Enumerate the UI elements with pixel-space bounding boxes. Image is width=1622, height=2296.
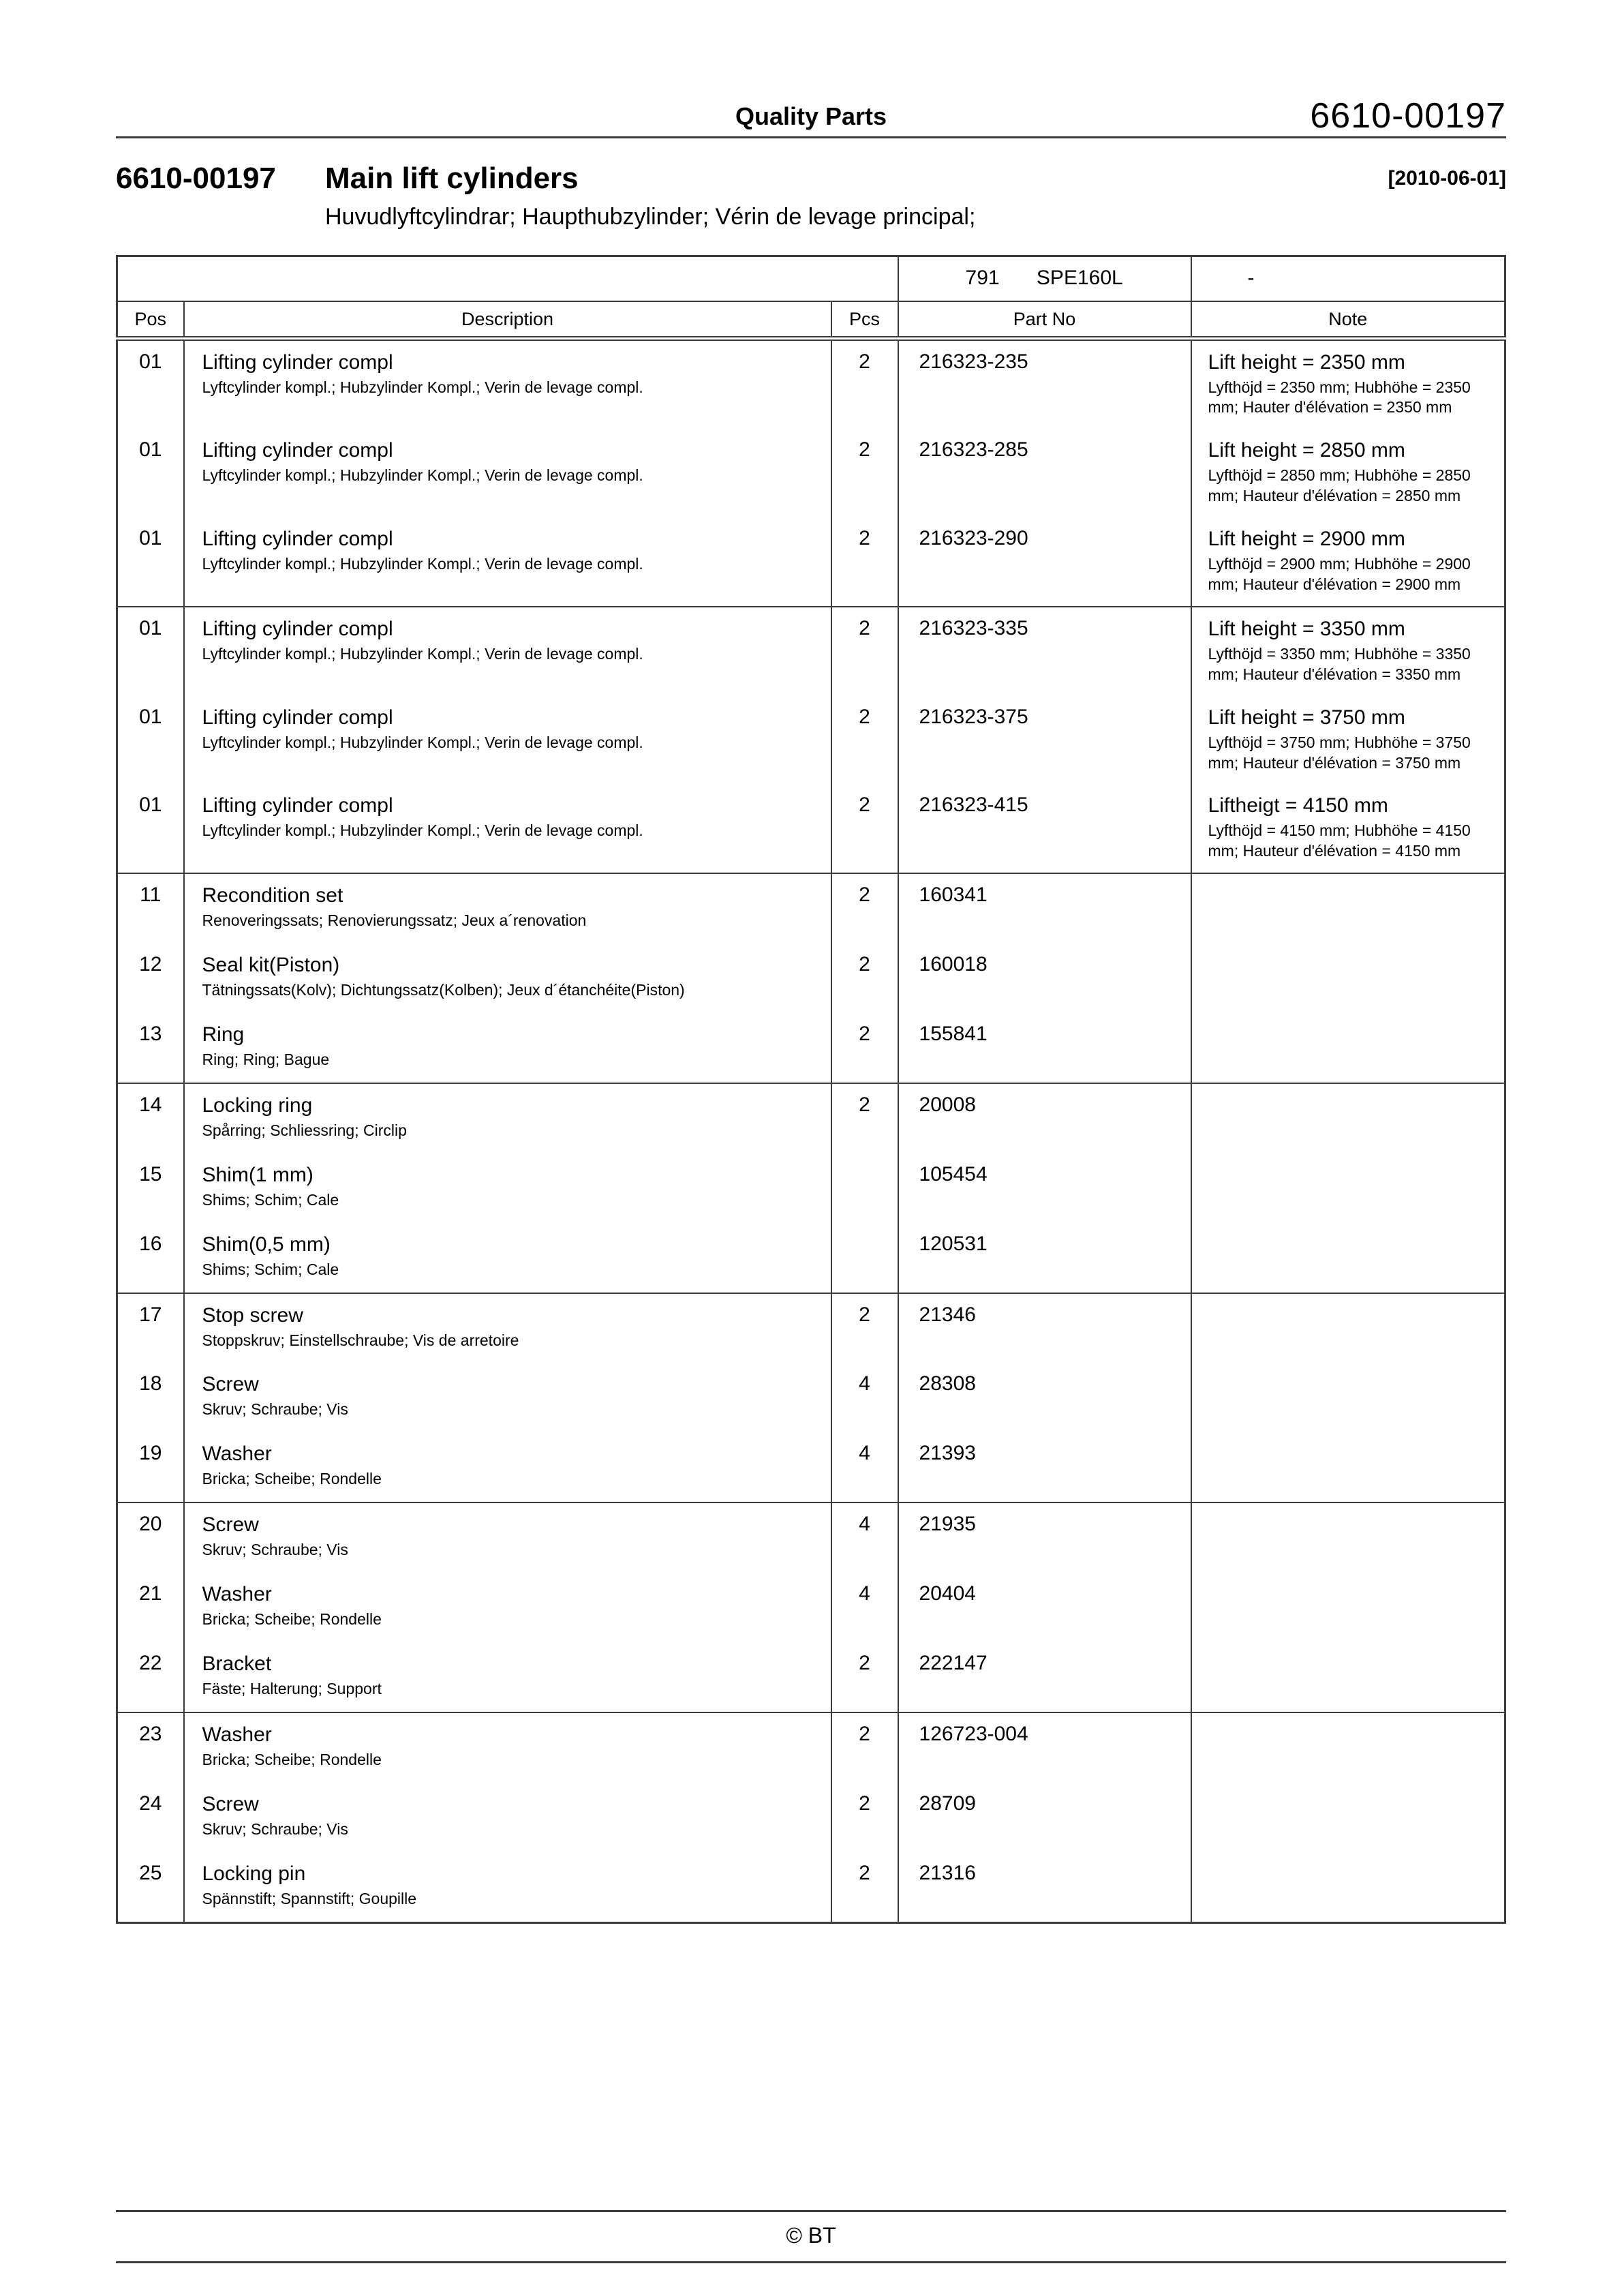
table-row [117,1502,1505,1573]
part-description: Locking pin [202,1862,306,1885]
title-block [116,162,1506,230]
part-description: Lifting cylinder compl [202,617,393,640]
part-description-cell [184,1852,831,1922]
part-pcs: 2 [831,1013,898,1083]
part-note-cell [1191,1712,1505,1783]
part-description-translations: Lyftcylinder kompl.; Hubzylinder Kompl.; Verin de levage compl. [202,378,643,396]
part-pcs: 2 [831,1642,898,1712]
part-description: Locking ring [202,1093,313,1117]
column-header-note: Note [1191,301,1505,339]
part-number: 216323-235 [898,338,1191,429]
part-pcs [831,1153,898,1223]
part-description-translations: Bricka; Scheibe; Rondelle [202,1470,382,1488]
parts-table-body [117,338,1505,1922]
part-description: Screw [202,1513,259,1537]
part-pos: 01 [117,696,184,785]
table-row [117,1013,1505,1083]
part-note-translations: Lyfthöjd = 2900 mm; Hubhöhe = 2900 mm; Hauteur d'élévation = 2900 mm [1208,555,1471,593]
part-description-cell [184,873,831,943]
part-pcs: 2 [831,696,898,785]
part-description: Bracket [202,1652,272,1675]
part-description: Washer [202,1583,272,1606]
part-description: Lifting cylinder compl [202,794,393,817]
part-description-translations: Spårring; Schliessring; Circlip [202,1121,407,1139]
part-number: 216323-375 [898,696,1191,785]
part-number: 20008 [898,1083,1191,1153]
table-row [117,517,1505,607]
part-pos: 23 [117,1712,184,1783]
part-pos: 18 [117,1363,184,1432]
part-pos: 14 [117,1083,184,1153]
part-number: 105454 [898,1153,1191,1223]
part-description: Screw [202,1373,259,1396]
part-pcs: 2 [831,607,898,696]
part-number: 216323-335 [898,607,1191,696]
part-note-cell [1191,873,1505,943]
part-description: Shim(1 mm) [202,1163,313,1186]
part-number: 126723-004 [898,1712,1191,1783]
part-description-translations: Skruv; Schraube; Vis [202,1541,348,1559]
part-pcs: 2 [831,1083,898,1153]
part-description: Lifting cylinder compl [202,350,393,374]
part-description-cell [184,338,831,429]
part-pcs: 2 [831,784,898,873]
part-description-translations: Bricka; Scheibe; Rondelle [202,1610,382,1629]
part-description: Lifting cylinder compl [202,439,393,462]
page-footer [116,2210,1506,2263]
header-rule [116,136,1506,138]
table-row [117,1573,1505,1642]
part-pos: 16 [117,1223,184,1293]
part-description: Stop screw [202,1303,303,1327]
part-note-cell [1191,517,1505,607]
table-row [117,943,1505,1013]
part-number: 28308 [898,1363,1191,1432]
part-description-translations: Ring; Ring; Bague [202,1050,330,1068]
part-description-translations: Lyftcylinder kompl.; Hubzylinder Kompl.; Verin de levage compl. [202,821,643,840]
part-note-cell [1191,1852,1505,1922]
title-translations: Huvudlyftcylindrar; Haupthubzylinder; Vérin de levage principal; [325,204,976,230]
column-header-description: Description [184,301,831,339]
part-pos: 17 [117,1293,184,1363]
part-description-translations: Lyftcylinder kompl.; Hubzylinder Kompl.; Verin de levage compl. [202,644,643,663]
table-row [117,607,1505,696]
table-row [117,338,1505,429]
part-number: 160341 [898,873,1191,943]
part-description-translations: Spännstift; Spannstift; Goupille [202,1889,417,1907]
part-note-translations: Lyfthöjd = 2350 mm; Hubhöhe = 2350 mm; Hauter d'élévation = 2350 mm [1208,378,1471,417]
part-number: 216323-290 [898,517,1191,607]
part-description-cell [184,1293,831,1363]
column-header-pcs: Pcs [831,301,898,339]
part-description-cell [184,1223,831,1293]
part-pos: 22 [117,1642,184,1712]
part-description-cell [184,429,831,517]
part-pos: 01 [117,517,184,607]
page-header [116,68,1506,136]
table-row [117,873,1505,943]
part-number: 28709 [898,1783,1191,1852]
part-description-translations: Bricka; Scheibe; Rondelle [202,1750,382,1768]
machine-info-row [117,256,1505,301]
page-title: Main lift cylinders [325,162,579,195]
header-center-title: Quality Parts [735,102,887,130]
part-note-translations: Lyfthöjd = 4150 mm; Hubhöhe = 4150 mm; Hauteur d'élévation = 4150 mm [1208,821,1471,860]
table-row [117,429,1505,517]
table-row [117,1223,1505,1293]
table-row [117,1642,1505,1712]
part-description-cell [184,607,831,696]
part-description-translations: Tätningssats(Kolv); Dichtungssatz(Kolben); Jeux d´étanchéite(Piston) [202,981,685,999]
machine-code: 791 [965,267,1000,289]
parts-table [116,255,1506,1924]
part-description-translations: Shims; Schim; Cale [202,1260,339,1278]
table-row [117,1783,1505,1852]
part-number: 216323-285 [898,429,1191,517]
part-pos: 01 [117,607,184,696]
part-pos: 01 [117,338,184,429]
part-description-cell [184,1783,831,1852]
part-pcs: 4 [831,1502,898,1573]
part-description-cell [184,1573,831,1642]
part-description-translations: Lyftcylinder kompl.; Hubzylinder Kompl.; Verin de levage compl. [202,466,643,485]
part-pos: 15 [117,1153,184,1223]
part-description-cell [184,784,831,873]
part-description-cell [184,696,831,785]
part-pcs: 2 [831,338,898,429]
part-number: 20404 [898,1573,1191,1642]
part-pcs: 4 [831,1432,898,1502]
part-pcs: 2 [831,1712,898,1783]
part-description: Screw [202,1792,259,1815]
part-pos: 13 [117,1013,184,1083]
part-description-cell [184,1153,831,1223]
part-number: 155841 [898,1013,1191,1083]
part-note: Lift height = 3750 mm [1208,706,1405,729]
part-pos: 25 [117,1852,184,1922]
header-doc-number: 6610-00197 [1310,96,1506,136]
part-number: 222147 [898,1642,1191,1712]
table-row [117,1083,1505,1153]
part-description-translations: Lyftcylinder kompl.; Hubzylinder Kompl.; Verin de levage compl. [202,733,643,751]
part-note-cell [1191,1153,1505,1223]
table-row [117,696,1505,785]
part-pcs: 2 [831,943,898,1013]
part-pos: 01 [117,429,184,517]
table-row [117,1363,1505,1432]
part-description: Lifting cylinder compl [202,528,393,551]
part-pos: 11 [117,873,184,943]
part-pcs: 2 [831,1852,898,1922]
part-pcs: 2 [831,429,898,517]
part-note: Lift height = 2350 mm [1208,350,1405,374]
part-description: Washer [202,1723,272,1746]
part-note: Liftheigt = 4150 mm [1208,794,1388,817]
machine-variant: - [1191,256,1505,301]
part-note-cell [1191,1502,1505,1573]
part-pos: 24 [117,1783,184,1852]
part-description-translations: Renoveringssats; Renovierungssatz; Jeux a´renovation [202,911,587,930]
part-number: 21935 [898,1502,1191,1573]
table-row [117,1852,1505,1922]
part-description: Seal kit(Piston) [202,954,340,977]
part-note-cell [1191,429,1505,517]
part-note: Lift height = 2900 mm [1208,528,1405,551]
part-note-cell [1191,1642,1505,1712]
part-description-cell [184,1432,831,1502]
part-description-cell [184,1642,831,1712]
part-pcs: 2 [831,1783,898,1852]
part-note-cell [1191,1783,1505,1852]
part-description-cell [184,517,831,607]
part-number: 21316 [898,1852,1191,1922]
part-number: 216323-415 [898,784,1191,873]
machine-info-empty-cell [117,256,898,301]
part-note-cell [1191,607,1505,696]
part-pos: 01 [117,784,184,873]
part-description-translations: Fäste; Halterung; Support [202,1679,382,1697]
part-note-cell [1191,1573,1505,1642]
part-number: 160018 [898,943,1191,1013]
part-description-cell [184,1502,831,1573]
part-note-cell [1191,1223,1505,1293]
part-pos: 19 [117,1432,184,1502]
part-description-cell [184,1712,831,1783]
part-note-cell [1191,1363,1505,1432]
part-pos: 12 [117,943,184,1013]
part-description-translations: Shims; Schim; Cale [202,1190,339,1209]
title-doc-number: 6610-00197 [116,162,276,195]
column-header-pos: Pos [117,301,184,339]
part-pcs: 2 [831,1293,898,1363]
part-note-cell [1191,696,1505,785]
title-line [116,162,1506,196]
column-header-part-no: Part No [898,301,1191,339]
part-description-translations: Lyftcylinder kompl.; Hubzylinder Kompl.; Verin de levage compl. [202,555,643,573]
machine-model: SPE160L [1036,267,1123,289]
table-row [117,1153,1505,1223]
part-note-translations: Lyfthöjd = 2850 mm; Hubhöhe = 2850 mm; Hauteur d'élévation = 2850 mm [1208,466,1471,505]
part-note: Lift height = 3350 mm [1208,617,1405,640]
part-pcs: 2 [831,517,898,607]
part-pcs: 4 [831,1573,898,1642]
part-note-cell [1191,1432,1505,1502]
part-note-cell [1191,1083,1505,1153]
part-pos: 21 [117,1573,184,1642]
part-description: Shim(0,5 mm) [202,1233,331,1256]
part-note-cell [1191,784,1505,873]
machine-model-cell [898,256,1191,301]
part-description-cell [184,1363,831,1432]
part-description-cell [184,1013,831,1083]
part-number: 21346 [898,1293,1191,1363]
table-row [117,1712,1505,1783]
part-note-cell [1191,943,1505,1013]
part-pcs: 2 [831,873,898,943]
part-description-translations: Stoppskruv; Einstellschraube; Vis de arretoire [202,1331,519,1349]
part-note-translations: Lyfthöjd = 3750 mm; Hubhöhe = 3750 mm; Hauteur d'élévation = 3750 mm [1208,733,1471,772]
part-description: Lifting cylinder compl [202,706,393,729]
part-pcs [831,1223,898,1293]
revision-date: [2010-06-01] [1388,167,1506,190]
part-pos: 20 [117,1502,184,1573]
part-description: Recondition set [202,884,343,907]
part-note-cell [1191,1293,1505,1363]
part-description-cell [184,1083,831,1153]
part-note-cell [1191,338,1505,429]
table-row [117,784,1505,873]
part-description-cell [184,943,831,1013]
part-note: Lift height = 2850 mm [1208,439,1405,462]
column-header-row [117,301,1505,339]
footer-copyright: © BT [786,2223,836,2248]
table-row [117,1432,1505,1502]
part-description-translations: Skruv; Schraube; Vis [202,1400,348,1419]
part-description: Ring [202,1023,245,1046]
part-description-translations: Skruv; Schraube; Vis [202,1819,348,1838]
part-number: 21393 [898,1432,1191,1502]
part-pcs: 4 [831,1363,898,1432]
table-row [117,1293,1505,1363]
part-description: Washer [202,1442,272,1466]
part-note-translations: Lyfthöjd = 3350 mm; Hubhöhe = 3350 mm; Hauteur d'élévation = 3350 mm [1208,644,1471,683]
part-note-cell [1191,1013,1505,1083]
part-number: 120531 [898,1223,1191,1293]
